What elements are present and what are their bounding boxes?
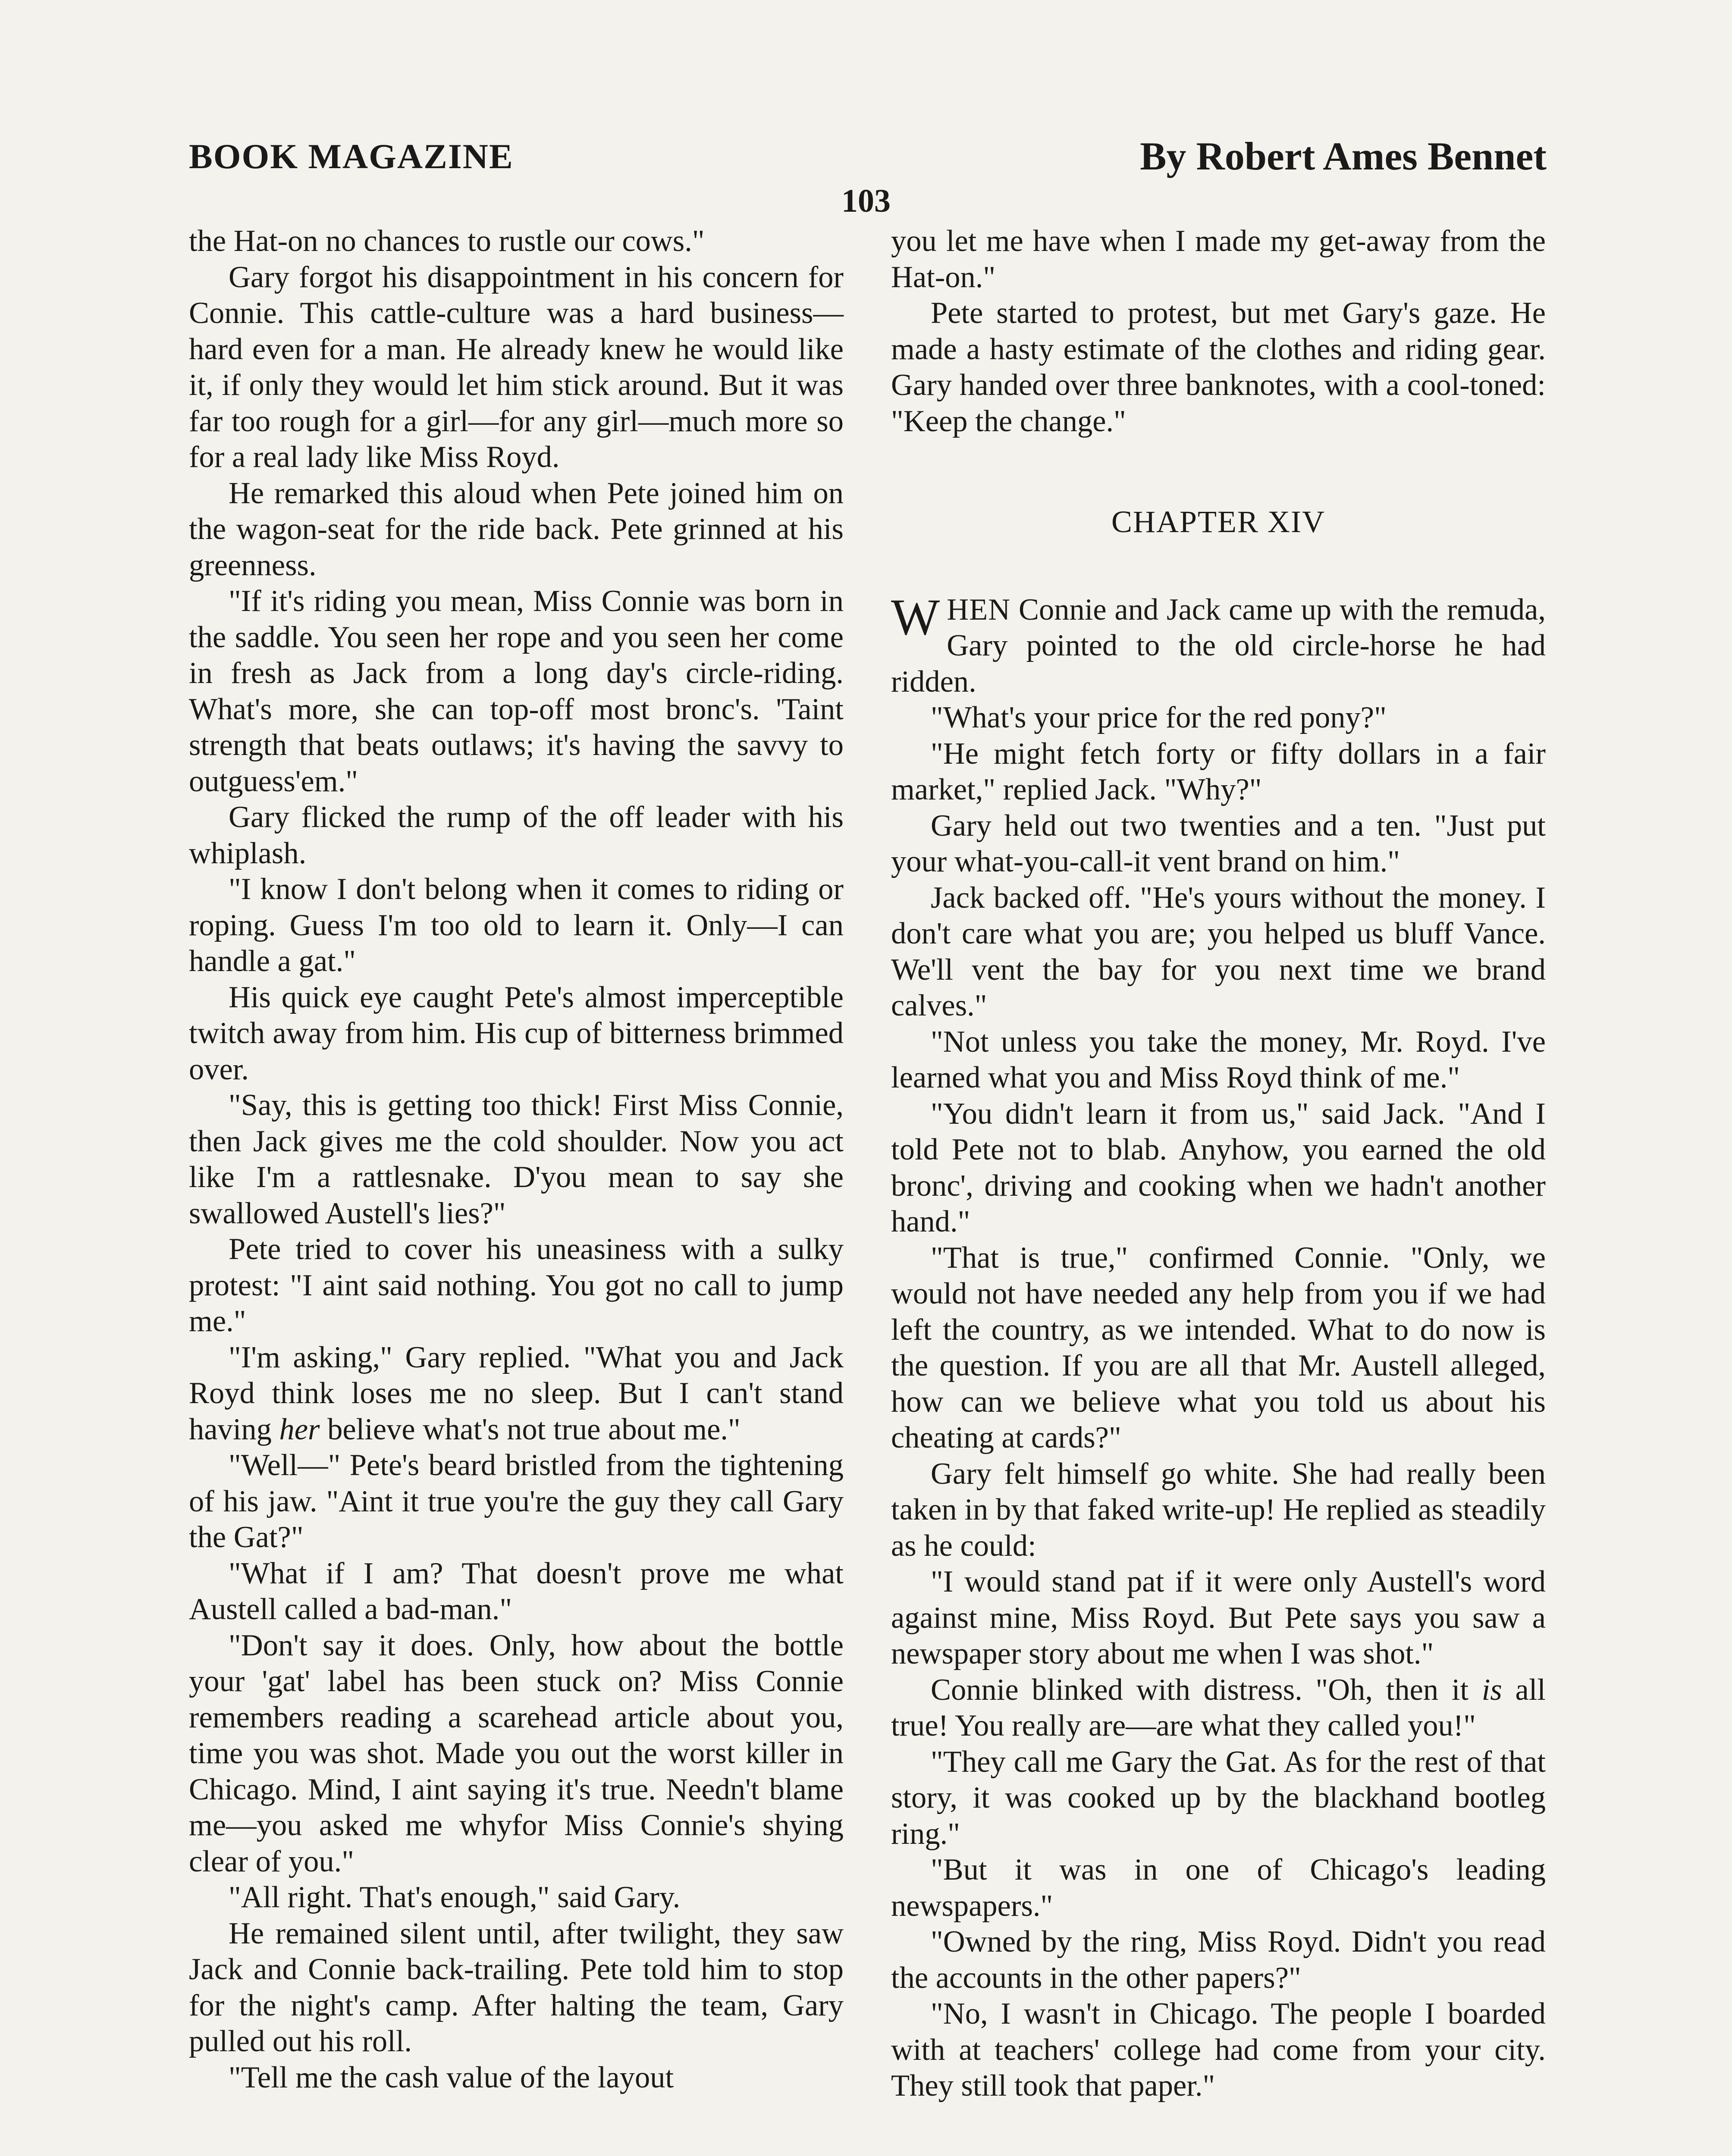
small-caps-run: HEN: [947, 592, 1011, 627]
paragraph: [189, 1340, 844, 1448]
paragraph: "But it was in one of Chicago's leading newspapers.": [891, 1853, 1546, 1923]
paragraph: "Owned by the ring, Miss Royd. Didn't you read the accounts in the other papers?": [891, 1925, 1546, 1995]
left-column: [189, 223, 844, 2096]
text-run: "I'm asking," Gary replied. "What you and Jack Royd think loses me no sleep. But I can't stand having: [189, 1340, 844, 1446]
text-run: believe what's not true about me.": [320, 1412, 740, 1446]
paragraph: He remained silent until, after twilight, they saw Jack and Connie back-trailing. Pete told him to stop for the night's camp. After halting the team, Gary pulled out his roll.: [189, 1916, 844, 2058]
paragraph: Jack backed off. "He's yours without the money. I don't care what you are; you helped us bluff Vance. We'll vent the bay for you next time we brand calves.": [891, 881, 1546, 1022]
paragraph: "They call me Gary the Gat. As for the rest of that story, it was cooked up by the blackhand bootleg ring.": [891, 1745, 1546, 1851]
paragraph: "No, I wasn't in Chicago. The people I boarded with at teachers' college had come from your city. They still took that paper.": [891, 1997, 1546, 2103]
paragraph: "All right. That's enough," said Gary.: [229, 1880, 681, 1914]
chapter-opening-paragraph: [891, 588, 1546, 700]
paragraph: Gary held out two twenties and a ten. "Just put your what-you-call-it vent brand on him.": [891, 808, 1546, 878]
paragraph: Gary flicked the rump of the off leader with his whiplash.: [189, 800, 844, 870]
paragraph: "Say, this is getting too thick! First Miss Connie, then Jack gives me the cold shoulder. Now you act like I'm a rattlesnake. D'you mean to say she swallowed Austell's lies?": [189, 1088, 844, 1230]
emphasis: her: [279, 1412, 320, 1446]
paragraph: Pete started to protest, but met Gary's gaze. He made a hasty estimate of the clothes and riding gear. Gary handed over three banknotes, with a cool-toned: "Keep the change.": [891, 296, 1546, 438]
paragraph: "Don't say it does. Only, how about the bottle your 'gat' label has been stuck on? Miss Connie remembers reading a scarehead article about you, time you was shot. Made you out the worst killer in Chicago. Mind, I aint saying it's true. Needn't blame me—you asked me whyfor Miss Connie's shying clear of you.": [189, 1628, 844, 1878]
paragraph: "He might fetch forty or fifty dollars in a fair market," replied Jack. "Why?": [891, 736, 1546, 806]
paragraph: Gary forgot his disappointment in his concern for Connie. This cattle-culture was a hard business—hard even for a man. He already knew he would like it, if only they would let him stick around. But it was far too rough for a girl—for any girl—much more so for a real lady like Miss Royd.: [189, 260, 844, 474]
drop-cap: W: [891, 588, 940, 646]
page-number: 103: [841, 183, 891, 219]
paragraph: "You didn't learn it from us," said Jack. "And I told Pete not to blab. Anyhow, you earned the old bronc', driving and cooking when we hadn't another hand.": [891, 1097, 1546, 1238]
paragraph: "If it's riding you mean, Miss Connie was born in the saddle. You seen her rope and you seen her come in fresh as Jack from a long day's circle-riding. What's more, she can top-off most bronc's. 'Taint strength that beats outlaws; it's having the savvy to outguess'em.": [189, 584, 844, 798]
paragraph: "What if I am? That doesn't prove me what Austell called a bad-man.": [189, 1556, 844, 1626]
paragraph: Pete tried to cover his uneasiness with a sulky protest: "I aint said nothing. You got no call to jump me.": [189, 1232, 844, 1338]
text-run: Connie blinked with distress. "Oh, then it: [931, 1673, 1482, 1707]
paragraph: "Tell me the cash value of the layout: [229, 2060, 674, 2094]
emphasis: is: [1481, 1673, 1502, 1707]
paragraph: "That is true," confirmed Connie. "Only, we would not have needed any help from you if we had left the country, as we intended. What to do now is the question. If you are all that Mr. Austell alleged, how can we believe what you told us about his cheating at cards?": [891, 1241, 1546, 1454]
paragraph: the Hat-on no chances to rustle our cows.": [189, 224, 705, 258]
paragraph: "I know I don't belong when it comes to riding or roping. Guess I'm too old to learn it. Only—I can handle a gat.": [189, 872, 844, 978]
paragraph: He remarked this aloud when Pete joined him on the wagon-seat for the ride back. Pete grinned at his greenness.: [189, 476, 844, 582]
text-run: all true! You really are—are what they called you!": [891, 1673, 1546, 1742]
author-byline: By Robert Ames Bennet: [1140, 134, 1547, 178]
paragraph: "I would stand pat if it were only Austell's word against mine, Miss Royd. But Pete says you saw a newspaper story about me when I was shot.": [891, 1565, 1546, 1670]
paragraph: "Not unless you take the money, Mr. Royd. I've learned what you and Miss Royd think of me.": [891, 1025, 1546, 1094]
paragraph: His quick eye caught Pete's almost imperceptible twitch away from him. His cup of bitterness brimmed over.: [189, 980, 844, 1086]
paragraph: "Well—" Pete's beard bristled from the tightening of his jaw. "Aint it true you're the guy they call Gary the Gat?": [189, 1448, 844, 1554]
paragraph: [891, 1672, 1546, 1744]
paragraph: "What's your price for the red pony?": [931, 701, 1387, 734]
chapter-heading: CHAPTER XIV: [1111, 505, 1325, 539]
right-column: [891, 223, 1546, 2104]
text-run: Connie and Jack came up with the remuda, Gary pointed to the old circle-horse he had ridden.: [891, 592, 1546, 699]
paragraph: you let me have when I made my get-away from the Hat-on.": [891, 224, 1546, 294]
paragraph: Gary felt himself go white. She had really been taken in by that faked write-up! He replied as steadily as he could:: [891, 1457, 1546, 1563]
publication-title: BOOK MAGAZINE: [189, 137, 514, 176]
